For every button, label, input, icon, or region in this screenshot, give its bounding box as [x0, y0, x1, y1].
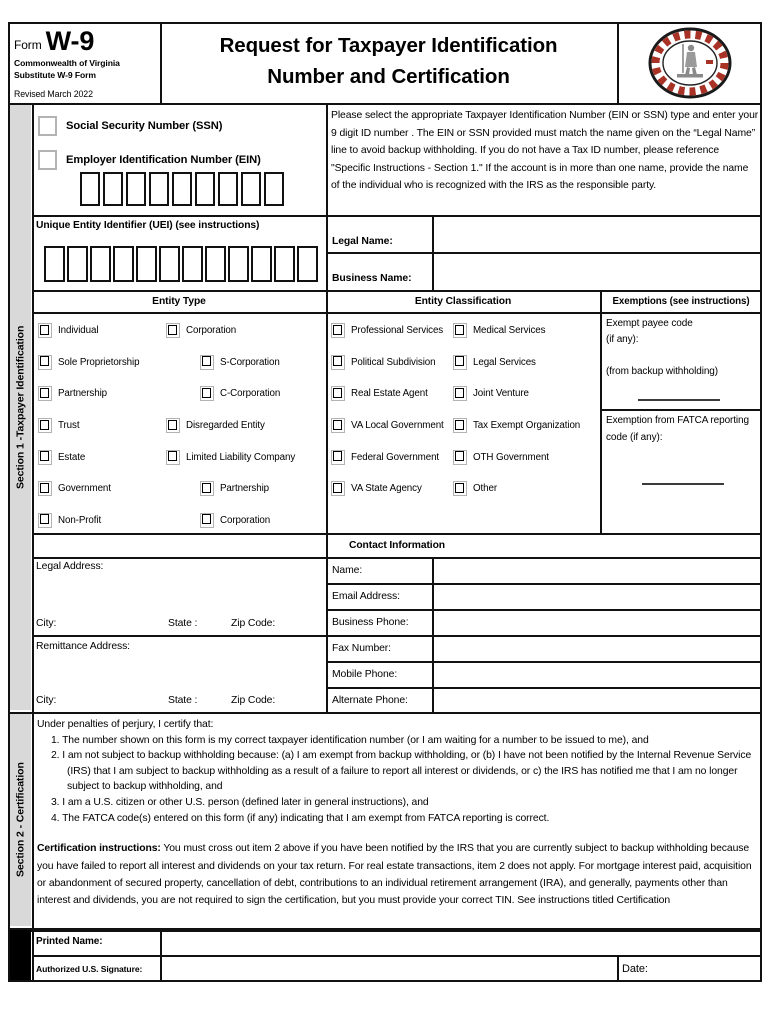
option-corporation-llc[interactable]	[200, 513, 270, 528]
sidebar-section2-label: Section 2 - Certification	[10, 714, 31, 926]
entity-classification-header: Entity Classification	[414, 295, 512, 307]
option-label: Legal Services	[473, 356, 536, 368]
option-label: VA Local Government	[351, 420, 444, 432]
option-c-corporation[interactable]	[200, 386, 280, 401]
legal-name-label: Legal Name:	[332, 236, 393, 247]
fatca-line1: Exemption from FATCA reporting	[606, 415, 749, 426]
entity-classification-row	[331, 315, 600, 347]
option-label: Individual	[58, 325, 99, 337]
entity-type-row	[38, 315, 326, 347]
uei-char-box[interactable]	[159, 246, 180, 282]
business-phone-input[interactable]	[434, 611, 760, 633]
option-estate[interactable]	[38, 450, 166, 465]
checkbox-icon[interactable]	[166, 418, 180, 433]
entity-classification-row	[331, 410, 600, 442]
option-trust[interactable]	[38, 418, 166, 433]
option-federal-government[interactable]	[331, 450, 453, 465]
contact-information-header: Contact Information	[349, 539, 445, 551]
title-line1: Request for Taxpayer Identification	[219, 34, 558, 57]
tin-digit-box[interactable]	[195, 172, 215, 206]
option-label: Other	[473, 483, 498, 495]
checkbox-icon[interactable]	[453, 418, 467, 433]
checkbox-icon[interactable]	[200, 355, 214, 370]
certification-item: 1. The number shown on this form is my correct taxpayer identification number (or I am waiting for a number to be issued to me), and	[51, 734, 649, 746]
option-medical-services[interactable]	[453, 323, 545, 338]
option-label: Corporation	[186, 325, 237, 337]
checkbox-icon[interactable]	[331, 481, 345, 496]
option-label: Medical Services	[473, 325, 546, 337]
option-label: Sole Proprietorship	[58, 356, 140, 368]
option-label: Estate	[58, 451, 86, 463]
checkbox-icon[interactable]	[166, 323, 180, 338]
authorized-signature-input[interactable]	[162, 957, 615, 980]
uei-char-box[interactable]	[90, 246, 111, 282]
option-partnership[interactable]	[38, 386, 166, 401]
option-label: Partnership	[58, 388, 107, 400]
sidebar-section1-label: Section 1 -Taxpayer Identification	[10, 105, 31, 710]
option-label: VA State Agency	[351, 483, 422, 495]
date-input[interactable]	[658, 957, 760, 980]
ssn-option	[38, 116, 222, 136]
uei-char-box[interactable]	[182, 246, 203, 282]
divider	[617, 955, 619, 982]
uei-char-box[interactable]	[113, 246, 134, 282]
option-label: OTH Government	[473, 451, 549, 463]
option-llc[interactable]	[166, 450, 295, 465]
form-number: W-9	[45, 26, 95, 56]
exempt-payee-code-input[interactable]	[638, 399, 720, 401]
option-political-subdivision[interactable]	[331, 355, 453, 370]
email-address-input[interactable]	[434, 585, 760, 607]
revision-date: Revised March 2022	[14, 89, 93, 99]
checkbox-icon[interactable]	[38, 450, 52, 465]
uei-char-box[interactable]	[251, 246, 272, 282]
certification-instructions-text: You must cross out item 2 above if you have been notified by the IRS that you are currently subject to backup withholding because you have failed to report all interest and dividends on your tax return. For real estate transactions, item 2 does not apply. For mortgage interest paid, acquisition or abandonment of secured property, cancellation of debt, contributions to an individual retirement arrangement (IRA), and generally, payments other than interest and dividends, you are not required to sign the certification, but you must provide your correct TIN. See instructions titled Certification	[37, 843, 752, 907]
entity-type-row	[38, 410, 326, 442]
option-corporation[interactable]	[166, 323, 236, 338]
option-label: Limited Liability Company	[186, 451, 296, 463]
email-address-label: Email Address:	[332, 590, 400, 602]
tin-digit-box[interactable]	[264, 172, 284, 206]
legal-address-input[interactable]	[120, 559, 324, 614]
city-label: City:	[36, 618, 57, 629]
certification-item: 4. The FATCA code(s) entered on this form (if any) indicating that I am exempt from FATCA reporting is correct.	[51, 812, 550, 824]
exempt-payee-line1: Exempt payee code	[606, 318, 693, 329]
tin-digit-box[interactable]	[103, 172, 123, 206]
title-line2: Number and Certification	[267, 65, 510, 88]
date-label: Date:	[622, 962, 648, 975]
checkbox-icon[interactable]	[38, 418, 52, 433]
zip-code-label: Zip Code:	[231, 618, 276, 629]
option-disregarded-entity[interactable]	[166, 418, 265, 433]
exemptions-header: Exemptions (see instructions)	[612, 295, 750, 307]
option-label: Government	[58, 483, 111, 495]
divider	[600, 409, 762, 411]
option-tax-exempt-organization[interactable]	[453, 418, 580, 433]
option-label: C-Corporation	[220, 388, 281, 400]
option-label: Tax Exempt Organization	[473, 420, 581, 432]
entity-type-row	[38, 378, 326, 410]
option-va-local-government[interactable]	[331, 418, 453, 433]
tin-digit-boxes	[80, 172, 284, 206]
entity-classification-row	[331, 441, 600, 473]
checkbox-icon[interactable]	[38, 481, 52, 496]
option-label: Professional Services	[351, 325, 444, 337]
option-sole-proprietorship[interactable]	[38, 355, 166, 370]
certification-instructions	[37, 840, 759, 910]
tin-instructions: Please select the appropriate Taxpayer Identification Number (EIN or SSN) type and enter your 9 digit ID number . The EIN or SSN provided must match the name given on the “Legal Name” line to avoid backup withholding. If you do not have a Tax ID number, please reference "Specific Instructions - Section 1." If the account is in more than one name, provide the name of the individual who is recognized with the IRS as the responsible party.	[331, 110, 759, 192]
option-real-estate-agent[interactable]	[331, 386, 453, 401]
option-professional-services[interactable]	[331, 323, 453, 338]
printed-name-label: Printed Name:	[36, 936, 103, 947]
business-phone-label: Business Phone:	[332, 616, 409, 628]
remittance-address-input[interactable]	[150, 639, 324, 689]
option-joint-venture[interactable]	[453, 386, 529, 401]
checkbox-icon[interactable]	[38, 355, 52, 370]
checkbox-icon[interactable]	[453, 450, 467, 465]
option-legal-services[interactable]	[453, 355, 536, 370]
ssn-label: Social Security Number (SSN)	[66, 120, 223, 132]
fax-number-label: Fax Number:	[332, 642, 391, 654]
zip-code-label: Zip Code:	[231, 695, 276, 706]
contact-name-input[interactable]	[434, 559, 760, 581]
checkbox-icon[interactable]	[331, 418, 345, 433]
uei-char-box[interactable]	[274, 246, 295, 282]
option-s-corporation[interactable]	[200, 355, 280, 370]
checkbox-icon[interactable]	[331, 386, 345, 401]
option-non-profit[interactable]	[38, 513, 166, 528]
exempt-payee-line2: (if any):	[606, 334, 639, 345]
option-va-state-agency[interactable]	[331, 481, 453, 496]
checkbox-icon[interactable]	[166, 450, 180, 465]
certification-instructions-label: Certification instructions:	[37, 843, 161, 855]
option-label: Joint Venture	[473, 388, 529, 400]
option-government[interactable]	[38, 481, 166, 496]
entity-type-options	[32, 315, 326, 536]
uei-boxes	[44, 246, 318, 282]
remittance-address-label: Remittance Address:	[36, 641, 130, 652]
alternate-phone-label: Alternate Phone:	[332, 694, 408, 706]
state-label: State :	[168, 618, 198, 629]
certification-item: 3. I am a U.S. citizen or other U.S. person (defined later in general instructions), and	[51, 796, 429, 808]
printed-name-input[interactable]	[162, 932, 760, 953]
option-label: Federal Government	[351, 451, 440, 463]
ein-label: Employer Identification Number (EIN)	[66, 154, 261, 166]
certification-text-block	[37, 717, 759, 910]
business-name-input[interactable]	[434, 254, 760, 288]
certification-item: 2. I am not subject to backup withholding because: (a) I am exempt from backup withholding, or (b) I have not been notified by the Internal Revenue Service (IRS) that I am subject to backup withholding as a result of a failure to report all interest or dividends, or c) the IRS has notified me that I am no longer subject to backup withholding, and	[51, 750, 752, 793]
checkbox-icon[interactable]	[331, 450, 345, 465]
contact-name-label: Name:	[332, 564, 363, 576]
checkbox-icon[interactable]	[200, 481, 214, 496]
option-label: Real Estate Agent	[351, 388, 428, 400]
checkbox-icon[interactable]	[453, 355, 467, 370]
virginia-seal	[617, 22, 762, 103]
option-other[interactable]	[453, 481, 497, 496]
entity-classification-options	[326, 315, 600, 505]
option-label: Partnership	[220, 483, 269, 495]
ein-checkbox[interactable]	[38, 150, 57, 170]
certification-intro: Under penalties of perjury, I certify that:	[37, 719, 214, 730]
mobile-phone-label: Mobile Phone:	[332, 668, 398, 680]
entity-classification-row	[331, 347, 600, 379]
uei-char-box[interactable]	[136, 246, 157, 282]
fatca-code-input[interactable]	[642, 483, 724, 485]
alternate-phone-input[interactable]	[434, 689, 760, 711]
option-label: S-Corporation	[220, 356, 280, 368]
checkbox-icon[interactable]	[331, 355, 345, 370]
fax-number-input[interactable]	[434, 637, 760, 659]
checkbox-icon[interactable]	[453, 323, 467, 338]
uei-char-box[interactable]	[67, 246, 88, 282]
uei-char-box[interactable]	[44, 246, 65, 282]
tin-digit-box[interactable]	[149, 172, 169, 206]
ein-option	[38, 150, 261, 170]
tin-digit-box[interactable]	[241, 172, 261, 206]
checkbox-icon[interactable]	[200, 386, 214, 401]
tin-digit-box[interactable]	[126, 172, 146, 206]
authorized-signature-label: Authorized U.S. Signature:	[36, 963, 143, 974]
ssn-checkbox[interactable]	[38, 116, 57, 136]
option-label: Non-Profit	[58, 514, 102, 526]
sidebar-signature-block	[10, 930, 31, 980]
entity-type-row	[38, 473, 326, 505]
form-label: Form	[14, 38, 42, 52]
uei-char-box[interactable]	[205, 246, 226, 282]
form-title	[160, 30, 617, 92]
option-label: Disregarded Entity	[186, 420, 265, 432]
entity-type-row	[38, 505, 326, 537]
entity-classification-row	[331, 473, 600, 505]
option-label: Corporation	[220, 514, 271, 526]
org-line2: Substitute W-9 Form	[14, 70, 96, 80]
checkbox-icon[interactable]	[38, 513, 52, 528]
org-line1: Commonwealth of Virginia	[14, 58, 120, 68]
entity-classification-row	[331, 378, 600, 410]
tin-digit-box[interactable]	[218, 172, 238, 206]
option-label: Trust	[58, 420, 80, 432]
option-oth-government[interactable]	[453, 450, 549, 465]
uei-char-box[interactable]	[228, 246, 249, 282]
checkbox-icon[interactable]	[453, 481, 467, 496]
form-id-block	[14, 26, 120, 99]
divider	[600, 290, 602, 533]
checkbox-icon[interactable]	[331, 323, 345, 338]
fatca-line2: code (if any):	[606, 432, 663, 443]
option-individual[interactable]	[38, 323, 166, 338]
entity-type-row	[38, 441, 326, 473]
checkbox-icon[interactable]	[200, 513, 214, 528]
entity-type-row	[38, 347, 326, 379]
tin-digit-box[interactable]	[172, 172, 192, 206]
checkbox-icon[interactable]	[38, 386, 52, 401]
divider	[32, 312, 762, 314]
state-label: State :	[168, 695, 198, 706]
checkbox-icon[interactable]	[38, 323, 52, 338]
uei-label: Unique Entity Identifier (UEI) (see instructions)	[36, 220, 260, 231]
divider	[8, 103, 762, 105]
option-label: Political Subdivision	[351, 356, 436, 368]
virginia-seal-icon	[646, 26, 734, 100]
legal-name-input[interactable]	[434, 217, 760, 250]
entity-type-header: Entity Type	[152, 295, 206, 307]
business-name-label: Business Name:	[332, 273, 412, 284]
option-partnership-llc[interactable]	[200, 481, 269, 496]
tin-digit-box[interactable]	[80, 172, 100, 206]
legal-address-label: Legal Address:	[36, 561, 104, 572]
mobile-phone-input[interactable]	[434, 663, 760, 685]
city-label: City:	[36, 695, 57, 706]
checkbox-icon[interactable]	[453, 386, 467, 401]
exempt-payee-line3: (from backup withholding)	[606, 366, 718, 377]
uei-char-box[interactable]	[297, 246, 318, 282]
